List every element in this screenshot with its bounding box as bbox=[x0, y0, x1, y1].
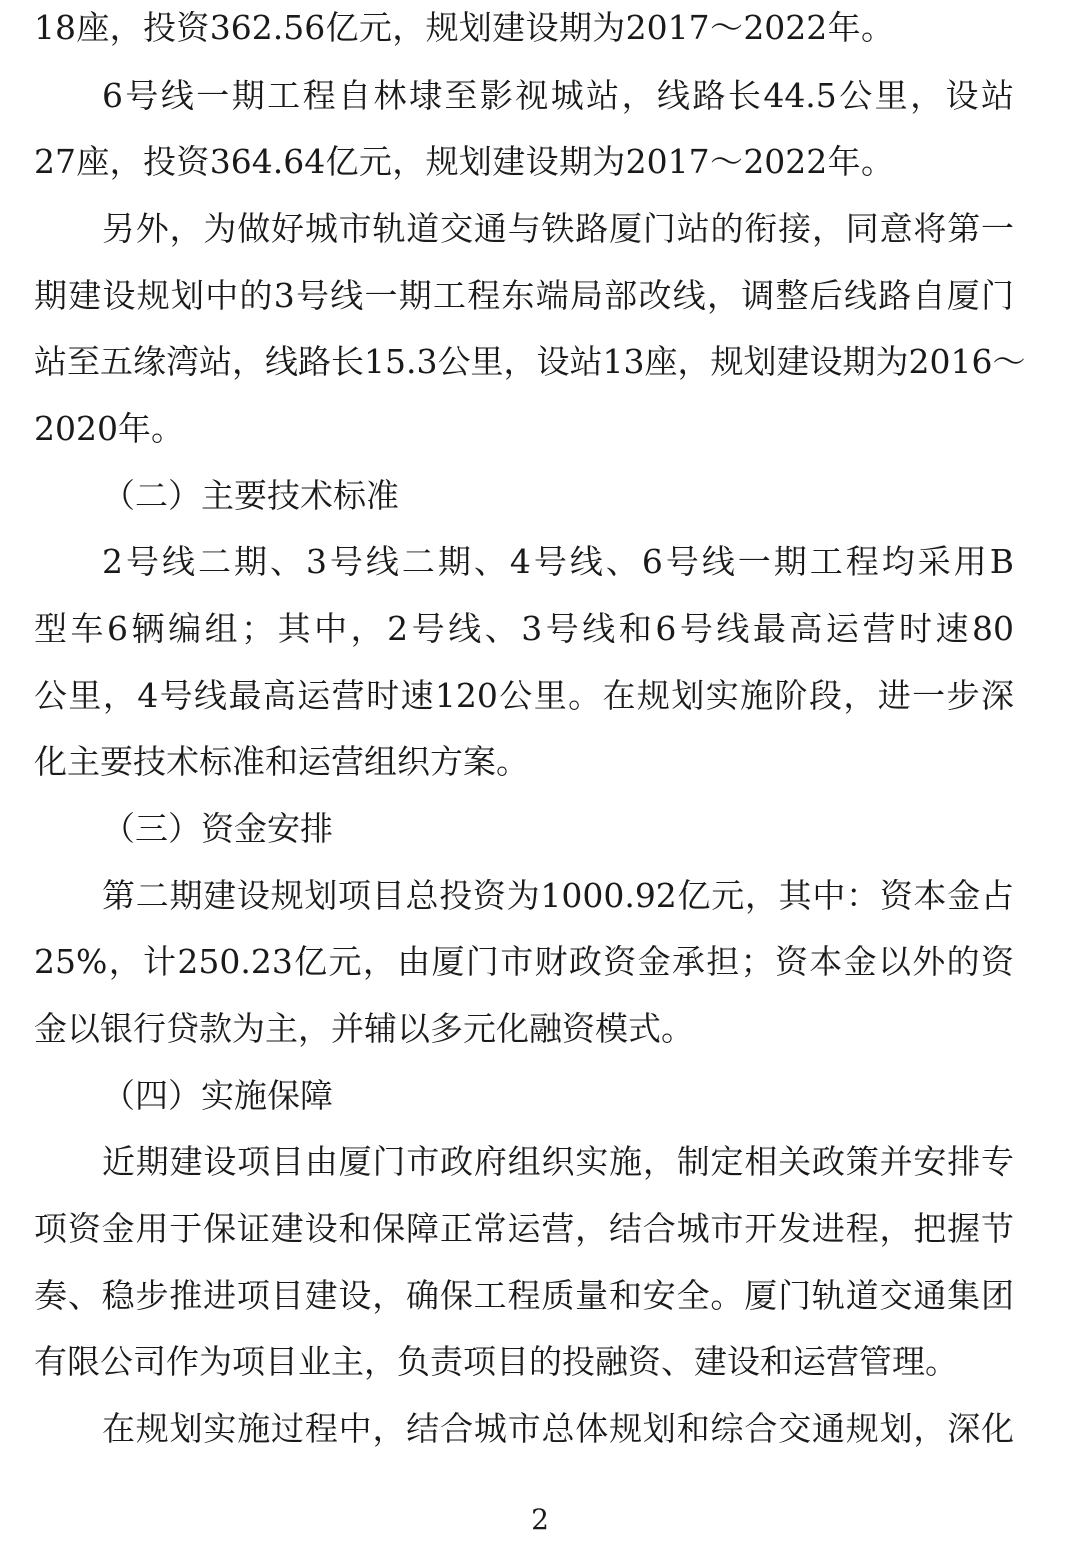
section-heading: （三）资金安排 bbox=[102, 809, 333, 848]
text-line: 化主要技术标准和运营组织方案。 bbox=[34, 742, 529, 781]
text-line: 型车6辆编组；其中，2号线、3号线和6号线最高运营时速80 bbox=[34, 609, 1014, 648]
section-heading: （二）主要技术标准 bbox=[102, 476, 399, 515]
text-line: 项资金用于保证建设和保障正常运营，结合城市开发进程，把握节 bbox=[34, 1209, 1014, 1248]
text-line: 站至五缘湾站，线路长15.3公里，设站13座，规划建设期为2016～ bbox=[34, 342, 1026, 381]
text-line: 25%，计250.23亿元，由厦门市财政资金承担；资本金以外的资 bbox=[34, 942, 1014, 981]
text-line: 第二期建设规划项目总投资为1000.92亿元，其中：资本金占 bbox=[102, 876, 1014, 915]
text-line: 18座，投资362.56亿元，规划建设期为2017～2022年。 bbox=[34, 8, 894, 47]
text-line: 2020年。 bbox=[34, 409, 184, 448]
text-line: 另外，为做好城市轨道交通与铁路厦门站的衔接，同意将第一 bbox=[102, 209, 1014, 248]
text-line: 奏、稳步推进项目建设，确保工程质量和安全。厦门轨道交通集团 bbox=[34, 1276, 1014, 1315]
text-line: 公里，4号线最高运营时速120公里。在规划实施阶段，进一步深 bbox=[34, 676, 1014, 715]
text-line: 期建设规划中的3号线一期工程东端局部改线，调整后线路自厦门 bbox=[34, 276, 1014, 315]
text-line: 2号线二期、3号线二期、4号线、6号线一期工程均采用B bbox=[102, 542, 1014, 581]
text-line: 金以银行贷款为主，并辅以多元化融资模式。 bbox=[34, 1009, 694, 1048]
text-line: 近期建设项目由厦门市政府组织实施，制定相关政策并安排专 bbox=[102, 1142, 1014, 1181]
section-heading: （四）实施保障 bbox=[102, 1076, 333, 1115]
text-line: 6号线一期工程自林埭至影视城站，线路长44.5公里，设站 bbox=[102, 76, 1014, 115]
text-line: 有限公司作为项目业主，负责项目的投融资、建设和运营管理。 bbox=[34, 1342, 958, 1381]
page-number: 2 bbox=[531, 1503, 549, 1536]
text-line: 在规划实施过程中，结合城市总体规划和综合交通规划，深化 bbox=[102, 1409, 1014, 1448]
text-line: 27座，投资364.64亿元，规划建设期为2017～2022年。 bbox=[34, 142, 894, 181]
